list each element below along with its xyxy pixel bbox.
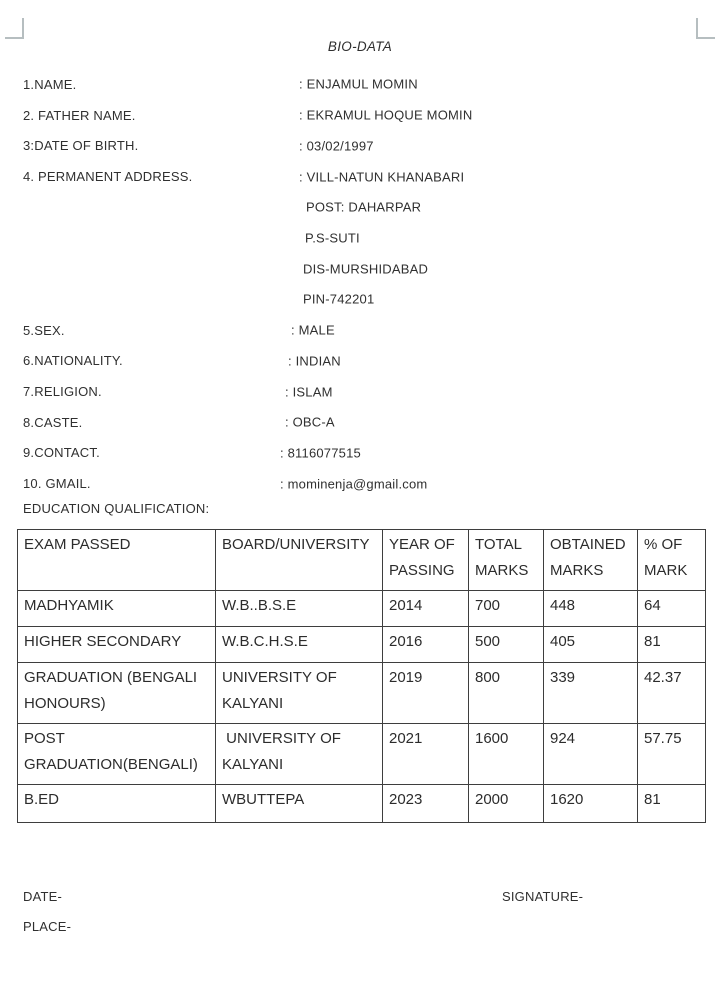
table-cell: UNIVERSITY OF KALYANI <box>216 724 383 785</box>
info-value: POST: DAHARPAR <box>306 199 422 215</box>
table-cell: UNIVERSITY OF KALYANI <box>216 663 383 724</box>
info-label: 6.NATIONALITY. <box>23 353 123 369</box>
info-row <box>23 438 720 469</box>
info-row <box>23 468 720 499</box>
table-row <box>18 785 706 823</box>
info-label: 3:DATE OF BIRTH. <box>23 138 139 154</box>
table-header-cell: EXAM PASSED <box>18 530 216 591</box>
table-cell: 405 <box>544 627 638 663</box>
table-cell: 2014 <box>383 591 469 627</box>
table-cell: W.B..B.S.E <box>216 591 383 627</box>
table-cell: 42.37 <box>638 663 706 724</box>
table-cell: 2021 <box>383 724 469 785</box>
info-row <box>23 284 720 315</box>
table-cell: 924 <box>544 724 638 785</box>
table-cell: 57.75 <box>638 724 706 785</box>
table-cell: GRADUATION (BENGALI HONOURS) <box>18 663 216 724</box>
info-row <box>23 69 720 100</box>
info-value: : 8116077515 <box>280 445 361 461</box>
table-cell: WBUTTEPA <box>216 785 383 823</box>
info-row <box>23 315 720 346</box>
info-label: 2. FATHER NAME. <box>23 107 136 123</box>
education-section-heading: EDUCATION QUALIFICATION: <box>23 501 210 516</box>
info-row <box>23 192 720 223</box>
info-value: : INDIAN <box>288 353 341 369</box>
info-row <box>23 223 720 254</box>
table-header-cell: BOARD/UNIVERSITY <box>216 530 383 591</box>
table-cell: 64 <box>638 591 706 627</box>
info-row <box>23 100 720 131</box>
info-value: : ISLAM <box>285 384 333 400</box>
table-row <box>18 724 706 785</box>
info-row <box>23 253 720 284</box>
info-value: : OBC-A <box>285 414 335 430</box>
info-value: DIS-MURSHIDABAD <box>303 261 429 277</box>
table-cell: B.ED <box>18 785 216 823</box>
info-row <box>23 130 720 161</box>
table-cell: 2019 <box>383 663 469 724</box>
table-header-cell: OBTAINED MARKS <box>544 530 638 591</box>
info-value: : MALE <box>291 322 335 338</box>
signature-label: SIGNATURE- <box>502 889 584 904</box>
table-cell: 81 <box>638 627 706 663</box>
table-cell: 1600 <box>469 724 544 785</box>
table-cell: MADHYAMIK <box>18 591 216 627</box>
table-cell: 81 <box>638 785 706 823</box>
info-label: 8.CASTE. <box>23 414 83 430</box>
info-value: : VILL-NATUN KHANABARI <box>299 169 465 185</box>
date-label: DATE- <box>23 889 63 904</box>
table-cell: 700 <box>469 591 544 627</box>
place-label: PLACE- <box>23 919 72 934</box>
info-label: 9.CONTACT. <box>23 445 100 461</box>
table-cell: 800 <box>469 663 544 724</box>
table-row <box>18 663 706 724</box>
table-cell: 2000 <box>469 785 544 823</box>
personal-info-section <box>23 69 720 499</box>
info-row <box>23 407 720 438</box>
corner-crop-mark-top-left <box>5 18 24 39</box>
document-title: BIO-DATA <box>327 39 393 54</box>
table-header-cell: % OF MARK <box>638 530 706 591</box>
table-cell: 2016 <box>383 627 469 663</box>
table-row <box>18 591 706 627</box>
table-cell: 500 <box>469 627 544 663</box>
info-value: P.S-SUTI <box>305 230 360 246</box>
info-value: : EKRAMUL HOQUE MOMIN <box>299 107 473 123</box>
table-cell: 2023 <box>383 785 469 823</box>
info-value: : mominenja@gmail.com <box>280 476 428 492</box>
info-label: 4. PERMANENT ADDRESS. <box>23 169 193 185</box>
table-cell: HIGHER SECONDARY <box>18 627 216 663</box>
info-label: 5.SEX. <box>23 322 65 338</box>
table-header-cell: TOTAL MARKS <box>469 530 544 591</box>
info-row <box>23 345 720 376</box>
table-row <box>18 627 706 663</box>
corner-crop-mark-top-right <box>696 18 715 39</box>
info-label: 1.NAME. <box>23 76 77 92</box>
table-header-cell: YEAR OF PASSING <box>383 530 469 591</box>
info-label: 10. GMAIL. <box>23 476 91 492</box>
info-label: 7.RELIGION. <box>23 384 102 400</box>
info-value: PIN-742201 <box>303 291 375 307</box>
table-cell: POST GRADUATION(BENGALI) <box>18 724 216 785</box>
table-cell: 339 <box>544 663 638 724</box>
info-value: : 03/02/1997 <box>299 138 374 154</box>
education-table <box>17 529 706 823</box>
table-cell: 1620 <box>544 785 638 823</box>
table-cell: W.B.C.H.S.E <box>216 627 383 663</box>
info-value: : ENJAMUL MOMIN <box>299 76 418 92</box>
info-row <box>23 161 720 192</box>
info-row <box>23 376 720 407</box>
table-cell: 448 <box>544 591 638 627</box>
